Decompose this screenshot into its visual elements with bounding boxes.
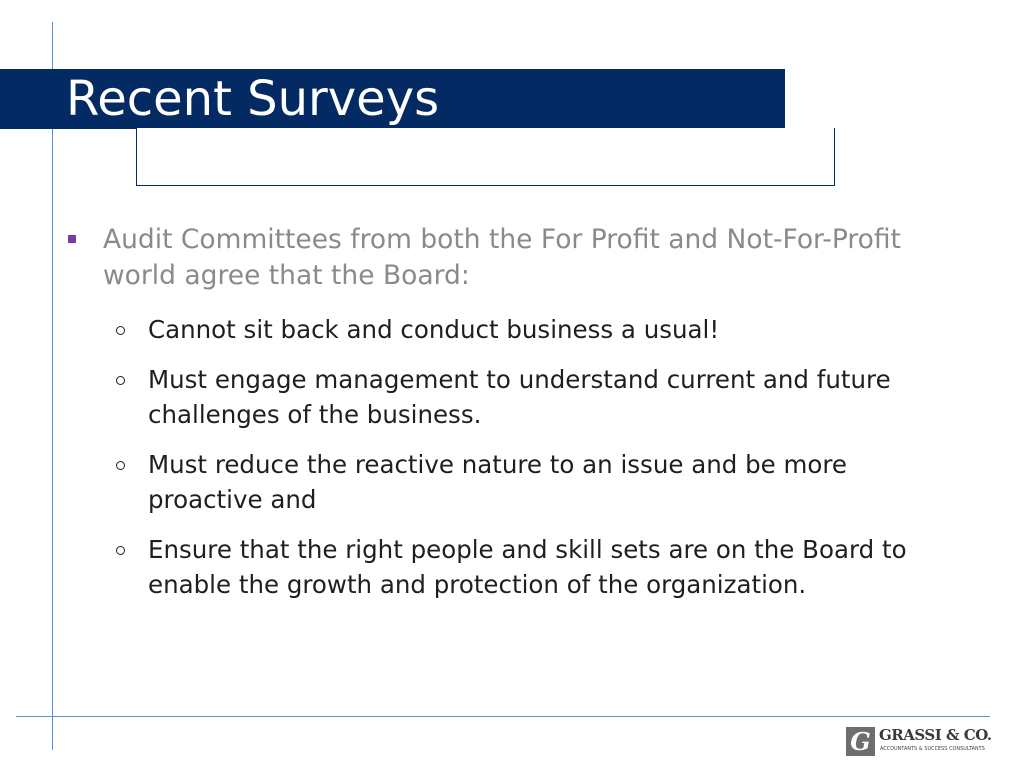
- sub-bullet-point: [64, 447, 924, 517]
- sub-point-text: Must engage management to understand current and future challenges of the business.: [148, 365, 891, 429]
- slide-content: [64, 222, 924, 617]
- company-logo: [846, 727, 992, 759]
- title-outline-box: [136, 128, 835, 186]
- sub-point-text: Ensure that the right people and skill sets are on the Board to enable the growth and protection of the organization.: [148, 535, 907, 599]
- slide-title: Recent Surveys: [66, 71, 440, 127]
- vertical-rule-line: [52, 22, 53, 750]
- sub-point-text: Must reduce the reactive nature to an issue and be more proactive and: [148, 450, 847, 514]
- sub-bullet-point: [64, 362, 924, 432]
- main-point-text: Audit Committees from both the For Profit and Not-For-Profit world agree that the Board:: [103, 224, 901, 291]
- sub-bullet-list: [64, 312, 924, 602]
- main-bullet-point: [64, 222, 924, 294]
- circle-bullet-icon: [116, 376, 125, 385]
- circle-bullet-icon: [116, 546, 125, 555]
- logo-name: GRASSI & CO.: [879, 726, 992, 744]
- horizontal-rule-line: [16, 716, 990, 717]
- logo-mark-icon: G: [846, 727, 875, 756]
- sub-bullet-point: [64, 532, 924, 602]
- circle-bullet-icon: [116, 461, 125, 470]
- circle-bullet-icon: [116, 326, 125, 335]
- sub-point-text: Cannot sit back and conduct business a usual!: [148, 315, 720, 344]
- logo-tagline: ACCOUNTANTS & SUCCESS CONSULTANTS: [880, 747, 985, 752]
- square-bullet-icon: [68, 235, 76, 243]
- sub-bullet-point: [64, 312, 924, 347]
